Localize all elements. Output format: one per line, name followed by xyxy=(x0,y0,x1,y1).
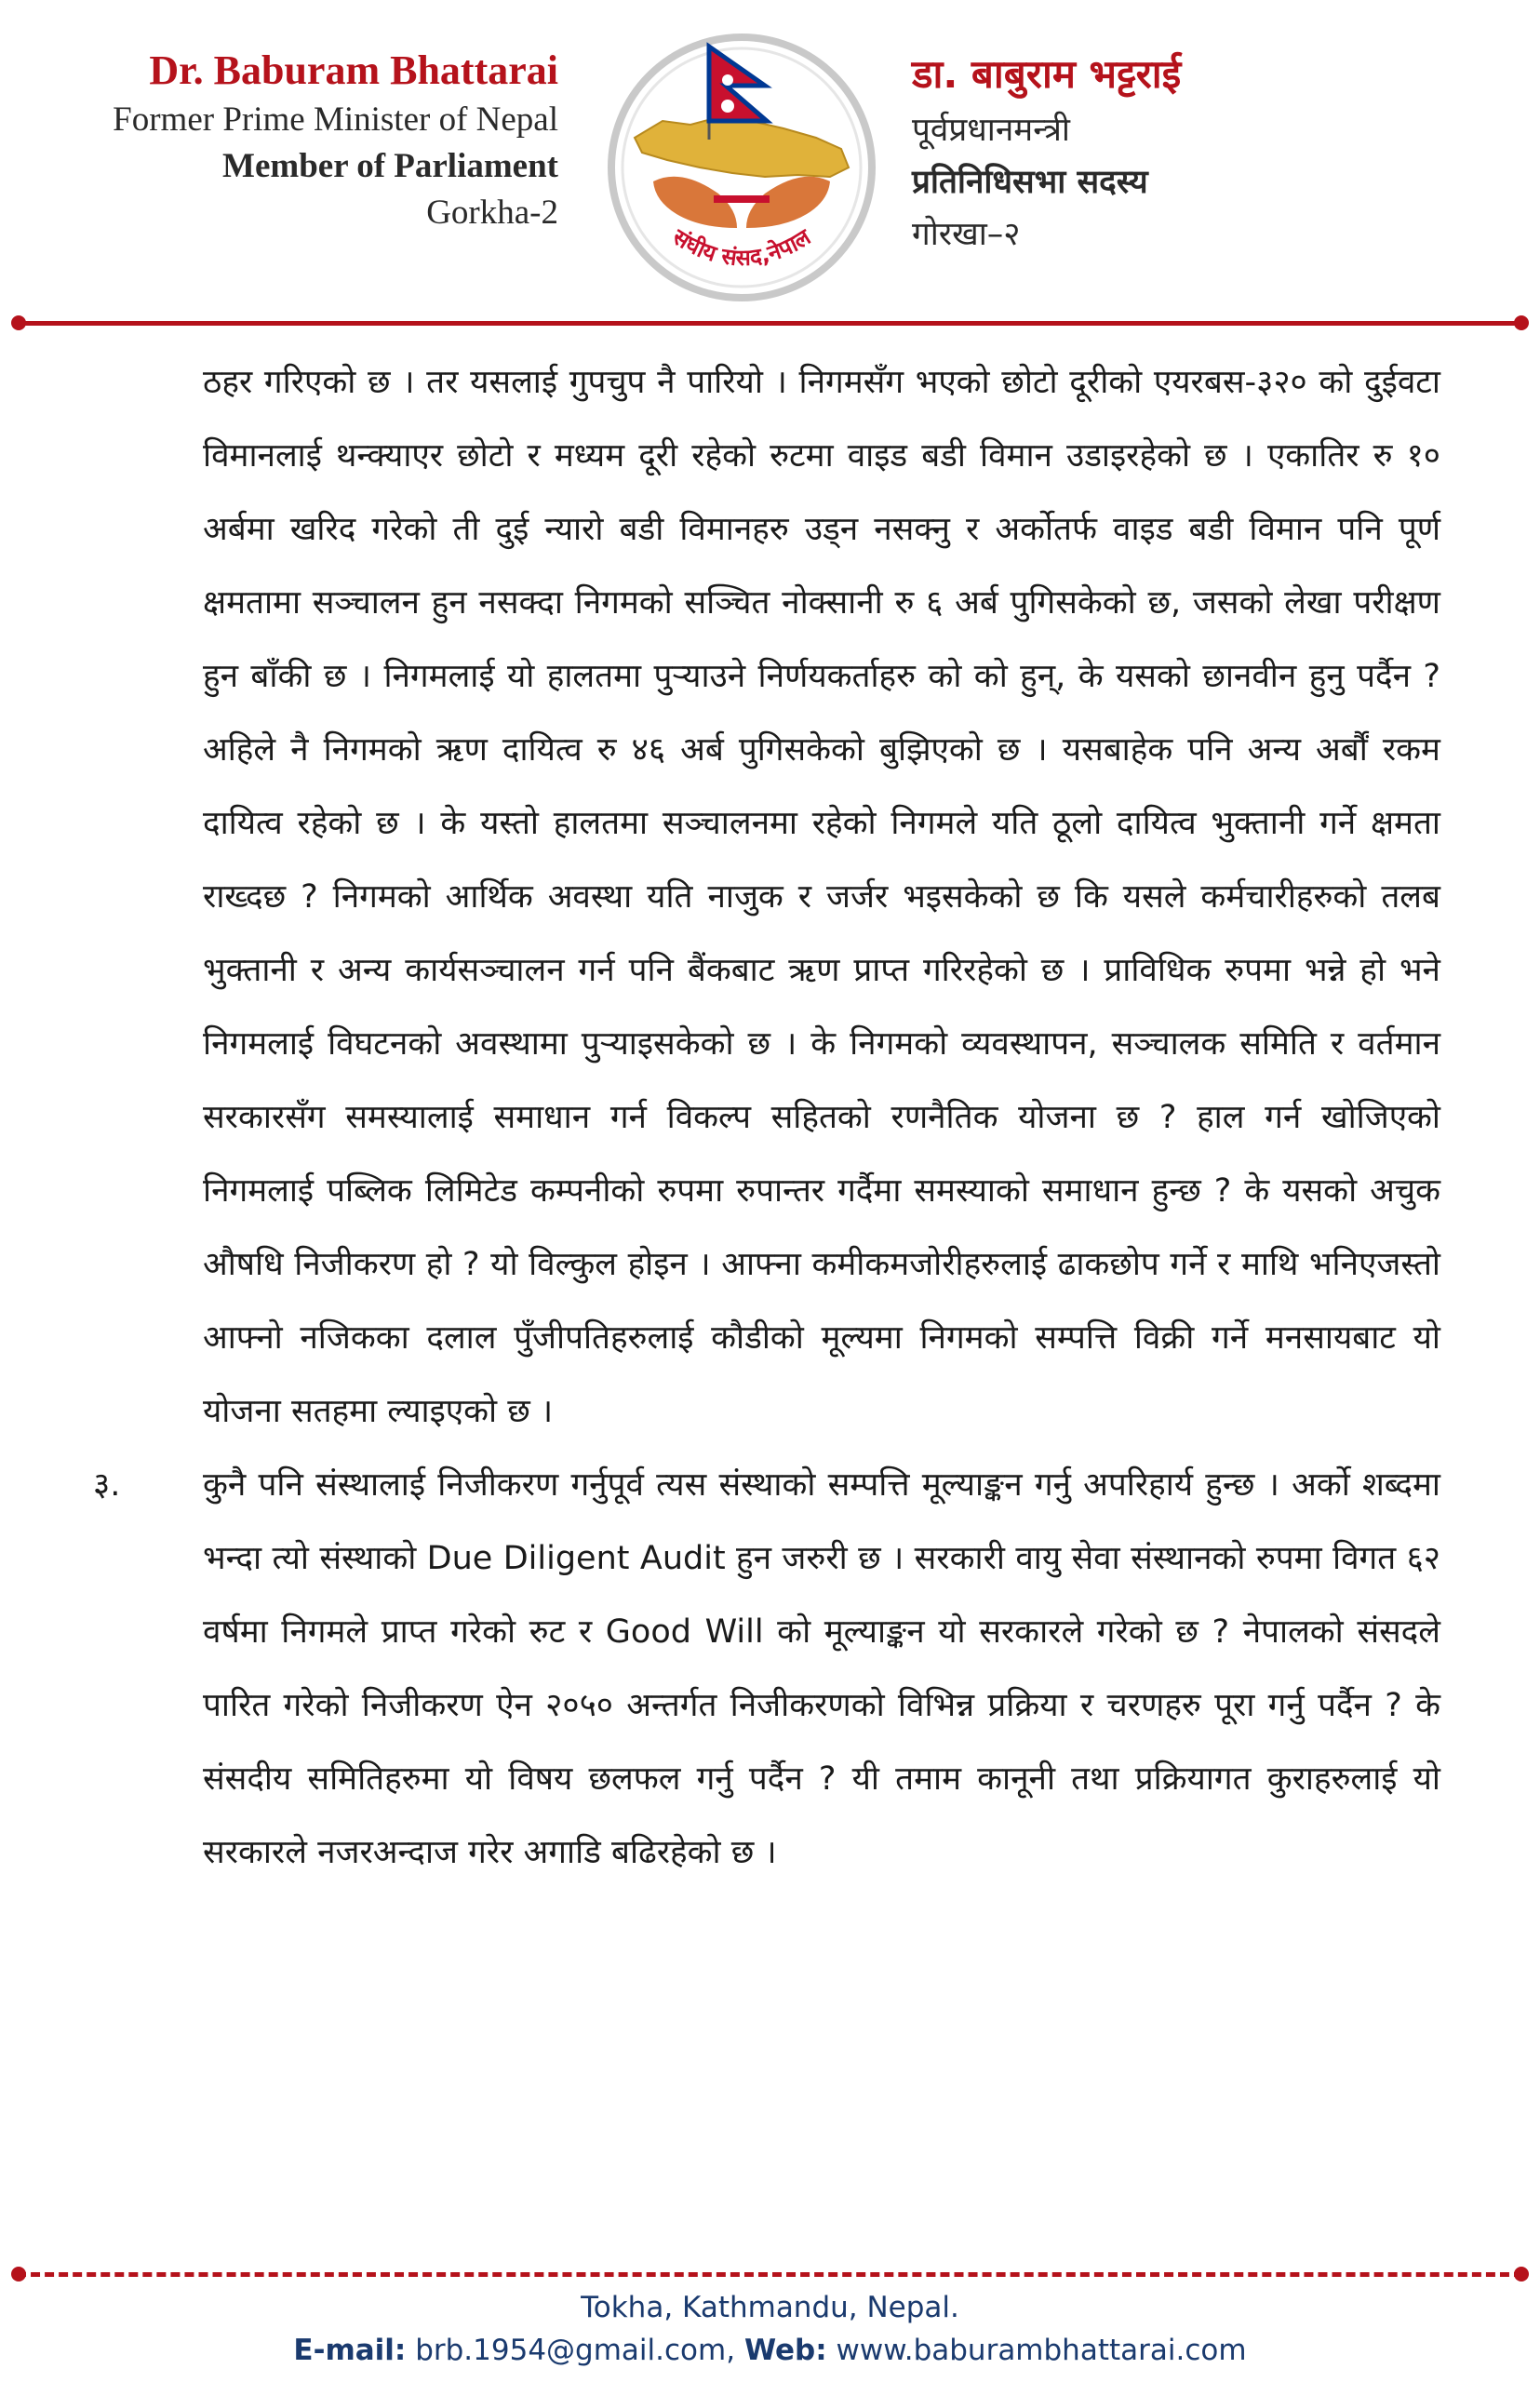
author-constituency-nepali: गोरखा–२ xyxy=(912,216,1021,253)
web-link[interactable]: www.baburambhattarai.com xyxy=(836,2334,1247,2367)
email-link[interactable]: brb.1954@gmail.com, xyxy=(415,2334,736,2367)
list-item-3 xyxy=(93,1449,1440,1890)
document-body xyxy=(93,346,1440,1890)
author-role-english: Member of Parliament xyxy=(222,147,558,185)
footer-contact xyxy=(0,2330,1540,2371)
item-number: ३. xyxy=(93,1466,121,1504)
author-title-nepali: पूर्वप्रधानमन्त्री xyxy=(912,112,1070,149)
federal-parliament-logo xyxy=(597,28,886,307)
web-label: Web: xyxy=(743,2334,827,2367)
author-title-english: Former Prime Minister of Nepal xyxy=(113,100,558,139)
footer-address: Tokha, Kathmandu, Nepal. xyxy=(581,2291,959,2324)
author-constituency-english: Gorkha-2 xyxy=(426,194,558,232)
footer-divider xyxy=(17,2272,1523,2277)
author-name-english: Dr. Baburam Bhattarai xyxy=(149,47,558,93)
email-label: E-mail: xyxy=(293,2334,407,2367)
author-role-nepali: प्रतिनिधिसभा सदस्य xyxy=(912,164,1148,201)
letterhead-english xyxy=(37,45,558,236)
header-divider xyxy=(17,321,1523,326)
author-name-nepali: डा. बाबुराम भट्टराई xyxy=(912,51,1182,97)
item-text: कुनै पनि संस्थालाई निजीकरण गर्नुपूर्व त्यस संस्थाको सम्पत्ति मूल्याङ्कन गर्नु अपरिहार्य हुन्छ । अर्को शब्दमा भन्दा त्यो संस्थाको Due Diligent Audit हुन जरुरी छ । सरकारी वायु सेवा संस्थानको रुपमा विगत ६२ वर्षमा निगमले प्राप्त गरेको रुट र Good Will को मूल्याङ्कन यो सरकारले गरेको छ ? नेपालको संसदले पारित गरेको निजीकरण ऐन २०५० अन्तर्गत निजीकरणको विभिन्न प्रक्रिया र चरणहरु पूरा गर्नु पर्दैन ? के संसदीय समितिहरुमा यो विषय छलफल गर्नु पर्दैन ? यी तमाम कानूनी तथा प्रक्रियागत कुराहरुलाई यो सरकारले नजरअन्दाज गरेर अगाडि बढिरहेको छ । xyxy=(203,1466,1440,1871)
paragraph-continued: ठहर गरिएको छ । तर यसलाई गुपचुप नै पारियो । निगमसँग भएको छोटो दूरीको एयरबस-३२० को दुईवटा विमानलाई थन्क्याएर छोटो र मध्यम दूरी रहेको रुटमा वाइड बडी विमान उडाइरहेको छ । एकातिर रु १० अर्बमा खरिद गरेको ती दुई न्यारो बडी विमानहरु उड्न नसक्नु र अर्कोतर्फ वाइड बडी विमान पनि पूर्ण क्षमतामा सञ्चालन हुन नसक्दा निगमको सञ्चित नोक्सानी रु ६ अर्ब पुगिसकेको छ, जसको लेखा परीक्षण हुन बाँकी छ । निगमलाई यो हालतमा पुऱ्याउने निर्णयकर्ताहरु को को हुन्, के यसको छानवीन हुनु पर्दैन ? अहिले नै निगमको ऋण दायित्व रु ४६ अर्ब पुगिसकेको बुझिएको छ । यसबाहेक पनि अन्य अर्बौं रकम दायित्व रहेको छ । के यस्तो हालतमा सञ्चालनमा रहेको निगमले यति ठूलो दायित्व भुक्तानी गर्ने क्षमता राख्दछ ? निगमको आर्थिक अवस्था यति नाजुक र जर्जर भइसकेको छ कि यसले कर्मचारीहरुको तलब भुक्तानी र अन्य कार्यसञ्चालन गर्न पनि बैंकबाट ऋण प्राप्त गरिरहेको छ । प्राविधिक रुपमा भन्ने हो भने निगमलाई विघटनको अवस्थामा पुऱ्याइसकेको छ । के निगमको व्यवस्थापन, सञ्चालक समिति र वर्तमान सरकारसँग समस्यालाई समाधान गर्न विकल्प सहितको रणनैतिक योजना छ ? हाल गर्न खोजिएको निगमलाई पब्लिक लिमिटेड कम्पनीको रुपमा रुपान्तर गर्दैमा समस्याको समाधान हुन्छ ? के यसको अचुक औषधि निजीकरण हो ? यो विल्कुल होइन । आफ्ना कमीकमजोरीहरुलाई ढाकछोप गर्ने र माथि भनिएजस्तो आफ्नो नजिकका दलाल पुँजीपतिहरुलाई कौडीको मूल्यमा निगमको सम्पत्ति विक्री गर्ने मनसायबाट यो योजना सतहमा ल्याइएको छ । xyxy=(203,364,1440,1430)
logo-caption: संघीय संसद,नेपाल xyxy=(667,223,816,272)
letterhead-nepali xyxy=(912,45,1507,261)
